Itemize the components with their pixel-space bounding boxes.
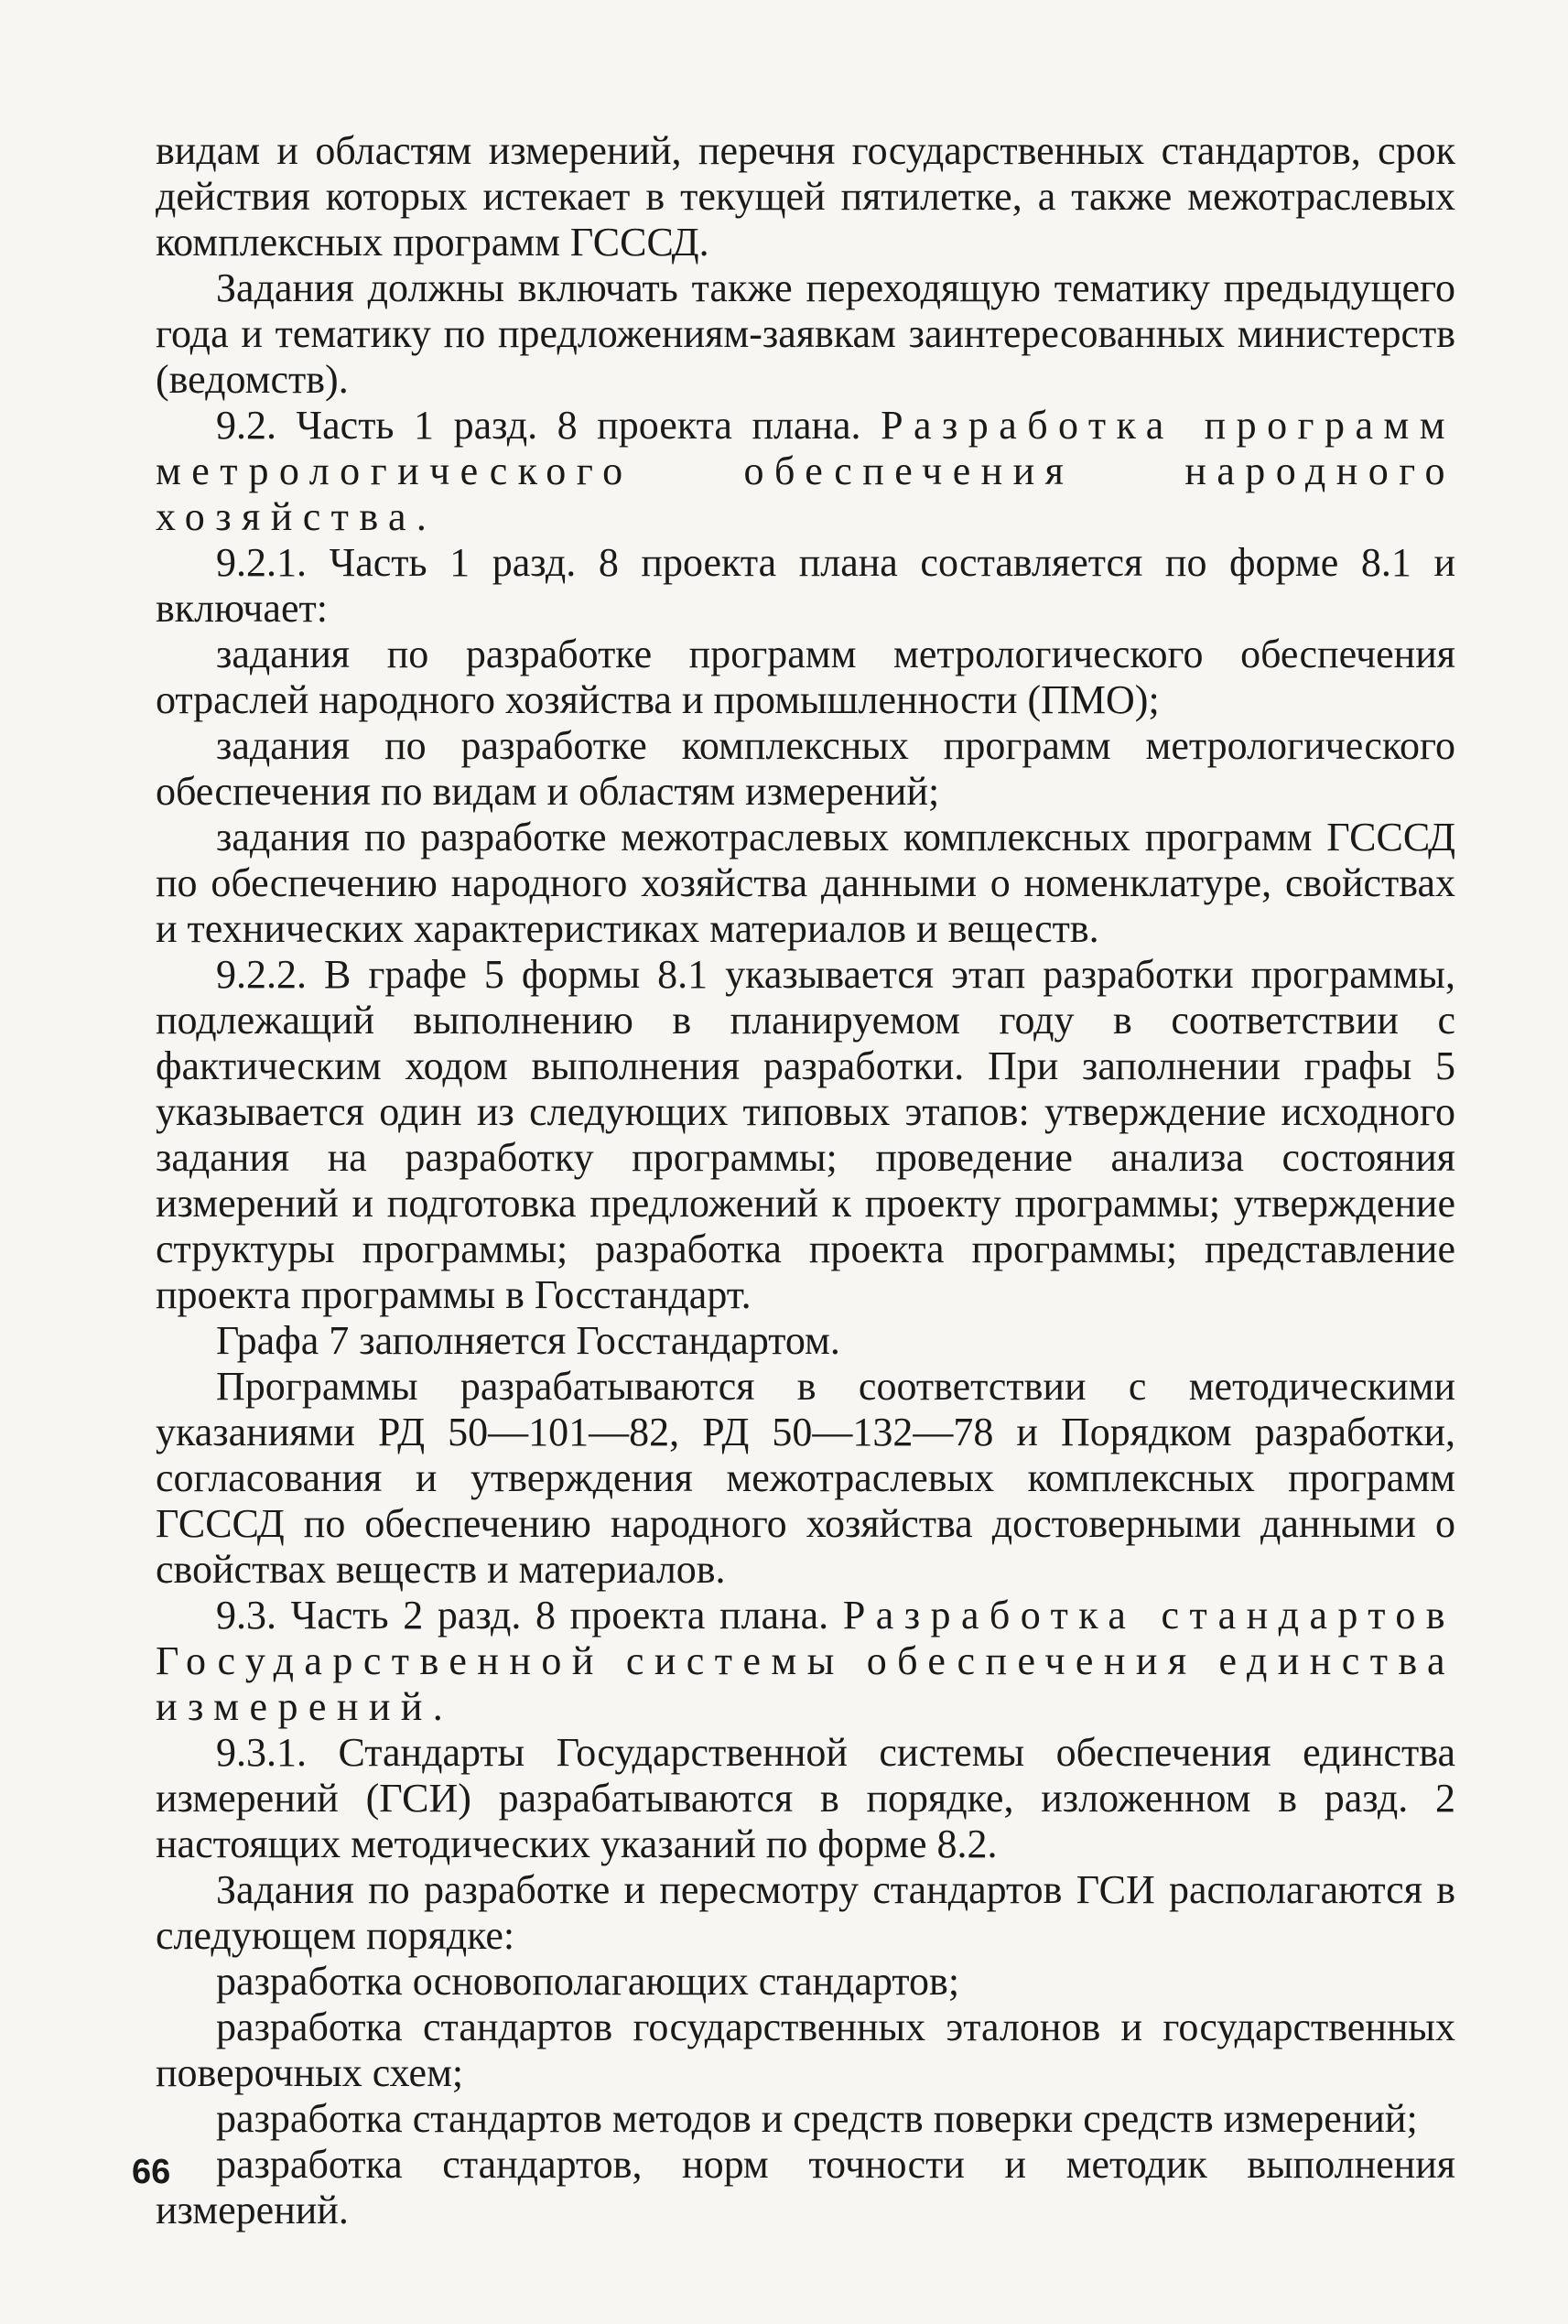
section-heading-9-3 <box>156 1593 1455 1730</box>
list-item-pmo: задания по разработке программ метрологического обеспечения отраслей народного хозяйства и промышленности (ПМО); <box>156 632 1455 722</box>
list-item-complex-programs: задания по разработке комплексных программ метрологического обеспечения по видам и областям измерений; <box>156 723 1455 814</box>
list-item-etalon-standards: разработка стандартов государственных эталонов и государственных поверочных схем; <box>156 2005 1455 2095</box>
paragraph-continuation: видам и областям измерений, перечня государственных стандартов, срок действия которых истекает в текущей пятилетке, а также межотраслевых комплексных программ ГСССД. <box>156 128 1455 265</box>
section-title-9-2: Разработка программ метрологического обеспечения народного хозяйства. <box>156 403 1455 539</box>
paragraph-9-2-1: 9.2.1. Часть 1 разд. 8 проекта плана составляется по форме 8.1 и включает: <box>156 540 1455 631</box>
section-number-9-2: 9.2. Часть 1 разд. 8 проекта плана. <box>216 403 861 448</box>
paragraph-programs-developed: Программы разрабатываются в соответствии с методическими указаниями РД 50—101—82, РД 50—132—78 и Порядком разработки, согласования и утверждения межотраслевых комплексных программ ГСССД по обеспечению народного хозяйства достоверными данными о свойствах веществ и материалов. <box>156 1364 1455 1592</box>
paragraph-gsi-order: Задания по разработке и пересмотру стандартов ГСИ располагаются в следующем порядке: <box>156 1867 1455 1958</box>
paragraph-tasks-include: Задания должны включать также переходящую тематику предыдущего года и тематику по предложениям-заявкам заинтересованных министерств (ведомств). <box>156 265 1455 402</box>
list-item-verification-standards: разработка стандартов методов и средств поверки средств измерений; <box>216 2096 1418 2141</box>
page-number: 66 <box>132 2153 171 2191</box>
section-number-9-3: 9.3. Часть 2 разд. 8 проекта плана. <box>216 1593 829 1638</box>
list-item-accuracy-standards: разработка стандартов, норм точности и методик выполнения измерений. <box>156 2142 1455 2232</box>
list-item-gsssd: задания по разработке межотраслевых комплексных программ ГСССД по обеспечению народного хозяйства данными о номенклатуре, свойствах и технических характеристиках материалов и веществ. <box>156 815 1455 951</box>
paragraph-9-3-1: 9.3.1. Стандарты Государственной системы обеспечения единства измерений (ГСИ) разрабатываются в порядке, изложенном в разд. 2 настоящих методических указаний по форме 8.2. <box>156 1730 1455 1866</box>
page-body <box>156 128 1455 2233</box>
paragraph-column-7: Графа 7 заполняется Госстандартом. <box>216 1318 840 1363</box>
section-heading-9-2 <box>156 403 1455 540</box>
list-item-basic-standards: разработка основополагающих стандартов; <box>216 1959 960 2004</box>
section-title-9-3: Разработка стандартов Государственной системы обеспечения единства измерений. <box>156 1593 1456 1729</box>
paragraph-9-2-2: 9.2.2. В графе 5 формы 8.1 указывается этап разработки программы, подлежащий выполнению в планируемом году в соответствии с фактическим ходом выполнения разработки. При заполнении графы 5 указывается один из следующих типовых этапов: утверждение исходного задания на разработку программы; проведение анализа состояния измерений и подготовка предложений к проекту программы; утверждение структуры программы; разработка проекта программы; представление проекта программы в Госстандарт. <box>156 952 1455 1317</box>
